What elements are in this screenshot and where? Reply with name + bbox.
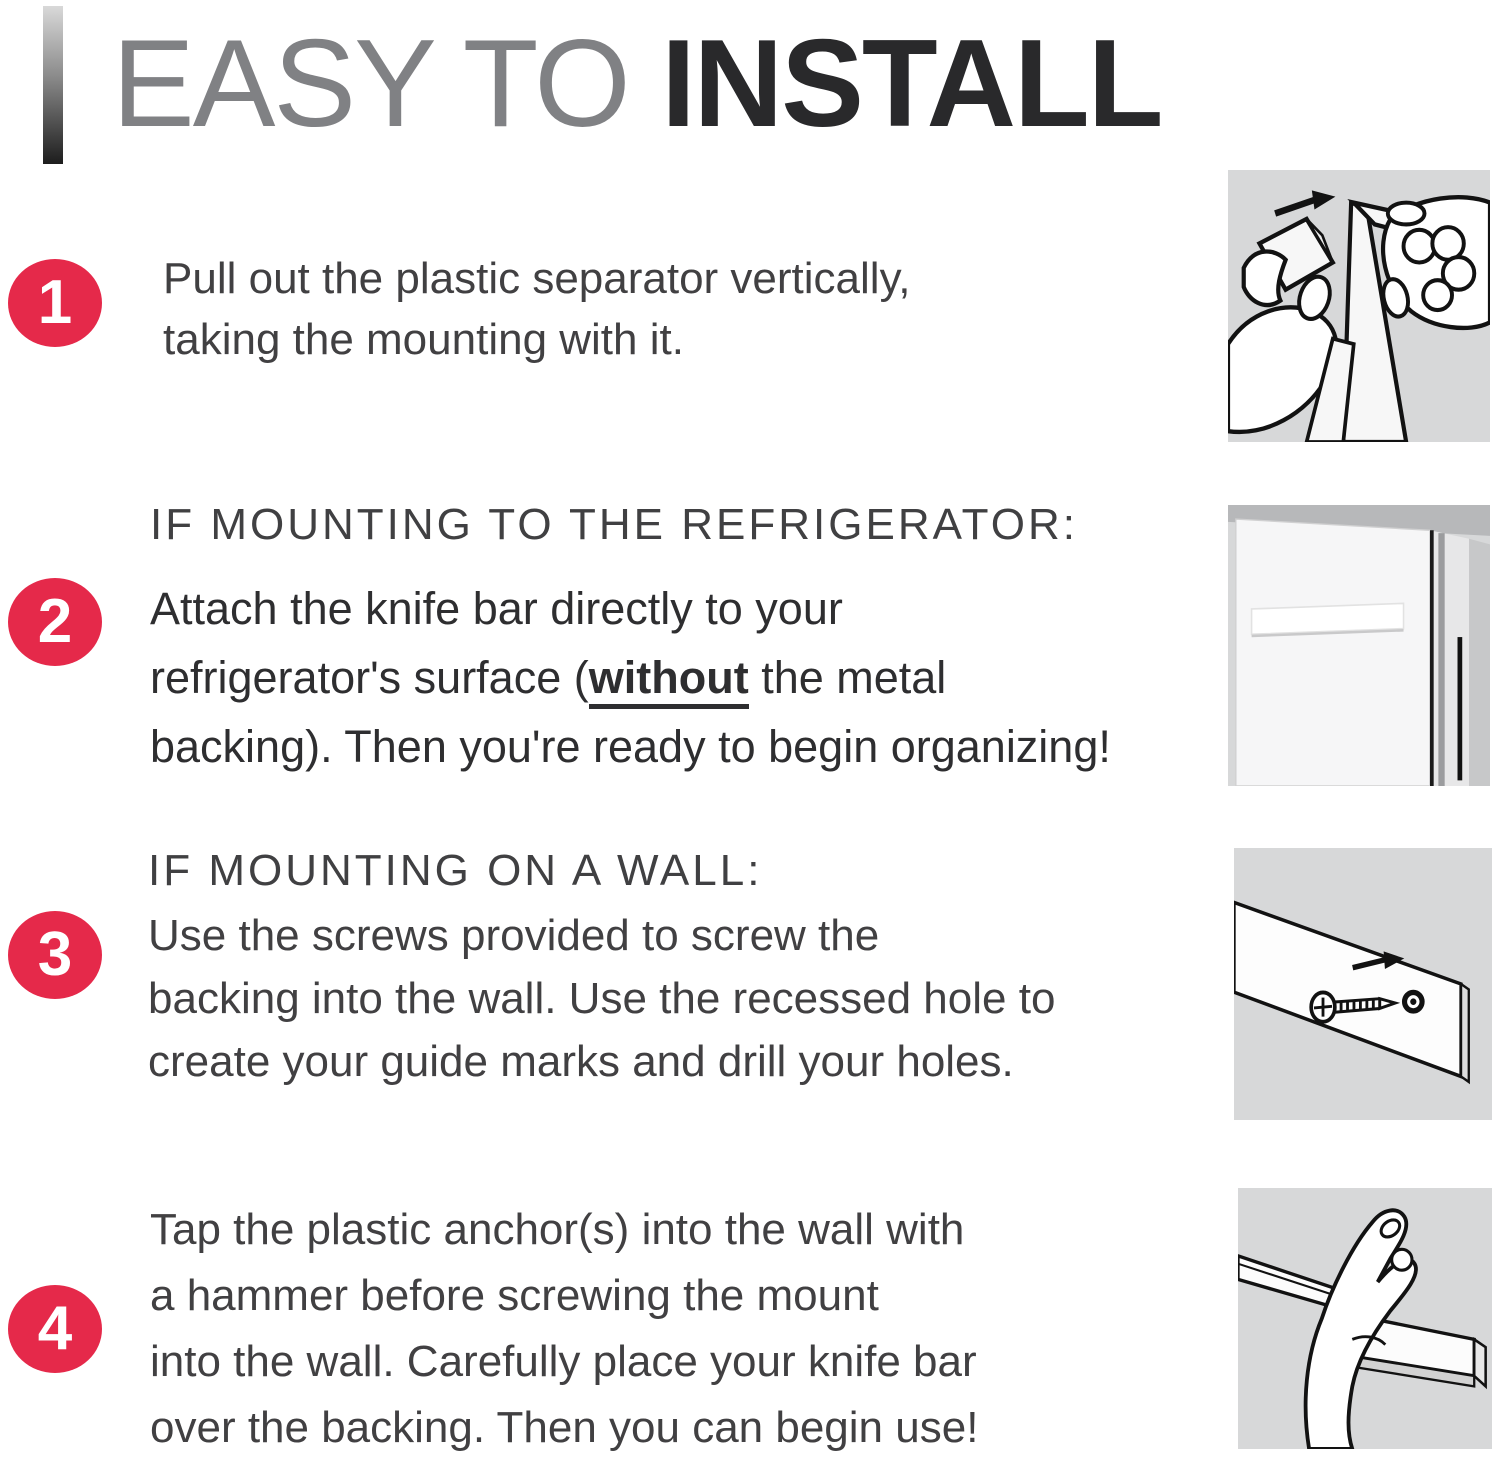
recessed-hole-center <box>1410 998 1416 1005</box>
backing-plate-end-edge <box>1461 984 1469 1082</box>
right-thumb-nail <box>1388 203 1425 225</box>
step-2-heading: IF MOUNTING TO THE REFRIGERATOR: <box>150 500 1078 549</box>
title-accent-bar <box>43 6 63 164</box>
step-1-badge: 1 <box>8 259 102 347</box>
step-2-illustration <box>1228 505 1490 786</box>
step-2-emphasis-without: without <box>589 652 749 709</box>
step-3-illustration <box>1234 848 1492 1120</box>
step-1-text <box>163 248 911 370</box>
step-2-line-2 <box>150 643 1111 712</box>
step-4-line-1: Tap the plastic anchor(s) into the wall with <box>150 1205 965 1254</box>
step-3-text <box>148 904 1055 1093</box>
step-2-badge: 2 <box>8 578 102 666</box>
step-4-badge: 4 <box>8 1285 102 1373</box>
step-4-line-2: a hammer before screwing the mount <box>150 1271 879 1320</box>
refrigerator-door-graphic <box>1236 519 1430 786</box>
step-4-text <box>150 1197 978 1461</box>
knuckle-graphic <box>1392 1249 1412 1270</box>
step-3-heading: IF MOUNTING ON A WALL: <box>148 846 763 895</box>
refrigerator-graphic <box>1228 505 1490 786</box>
right-hand-knuckle-1 <box>1404 230 1435 263</box>
step-4-illustration <box>1238 1188 1492 1449</box>
step-2-line-2-pre: refrigerator's surface ( <box>150 652 589 703</box>
step-4-line-4: over the backing. Then you can begin use! <box>150 1403 979 1452</box>
step-1-line-1: Pull out the plastic separator vertically, <box>163 254 911 303</box>
step-2-text <box>150 574 1111 781</box>
page-title-light: EASY TO <box>112 15 662 153</box>
place-bar-graphic <box>1238 1188 1492 1449</box>
right-hand-knuckle-2 <box>1432 227 1463 260</box>
page-title-bold: INSTALL <box>661 15 1162 153</box>
step-3-line-1: Use the screws provided to screw the <box>148 911 880 960</box>
step-4-line-3: into the wall. Carefully place your knife bar <box>150 1337 977 1386</box>
knife-bar-graphic <box>1252 603 1404 634</box>
step-2-line-3: backing). Then you're ready to begin organizing! <box>150 721 1111 772</box>
right-hand-knuckle-4 <box>1423 280 1452 310</box>
step-3-line-2: backing into the wall. Use the recessed hole to <box>148 974 1056 1023</box>
step-1-line-2: taking the mounting with it. <box>163 315 684 364</box>
refrigerator-far-edge <box>1469 539 1490 786</box>
step-2-line-2-post: the metal <box>748 652 947 703</box>
page-title <box>112 15 1162 153</box>
step-3-line-3: create your guide marks and drill your holes. <box>148 1037 1014 1086</box>
door-handle-graphic <box>1458 637 1463 780</box>
step-1-illustration <box>1228 170 1490 442</box>
screw-backing-graphic <box>1234 848 1492 1120</box>
pull-separator-graphic <box>1228 170 1490 442</box>
step-3-badge: 3 <box>8 911 102 999</box>
left-hand-fingers-graphic <box>1244 252 1286 305</box>
refrigerator-side-graphic <box>1430 530 1469 786</box>
step-2-line-1: Attach the knife bar directly to your <box>150 583 843 634</box>
